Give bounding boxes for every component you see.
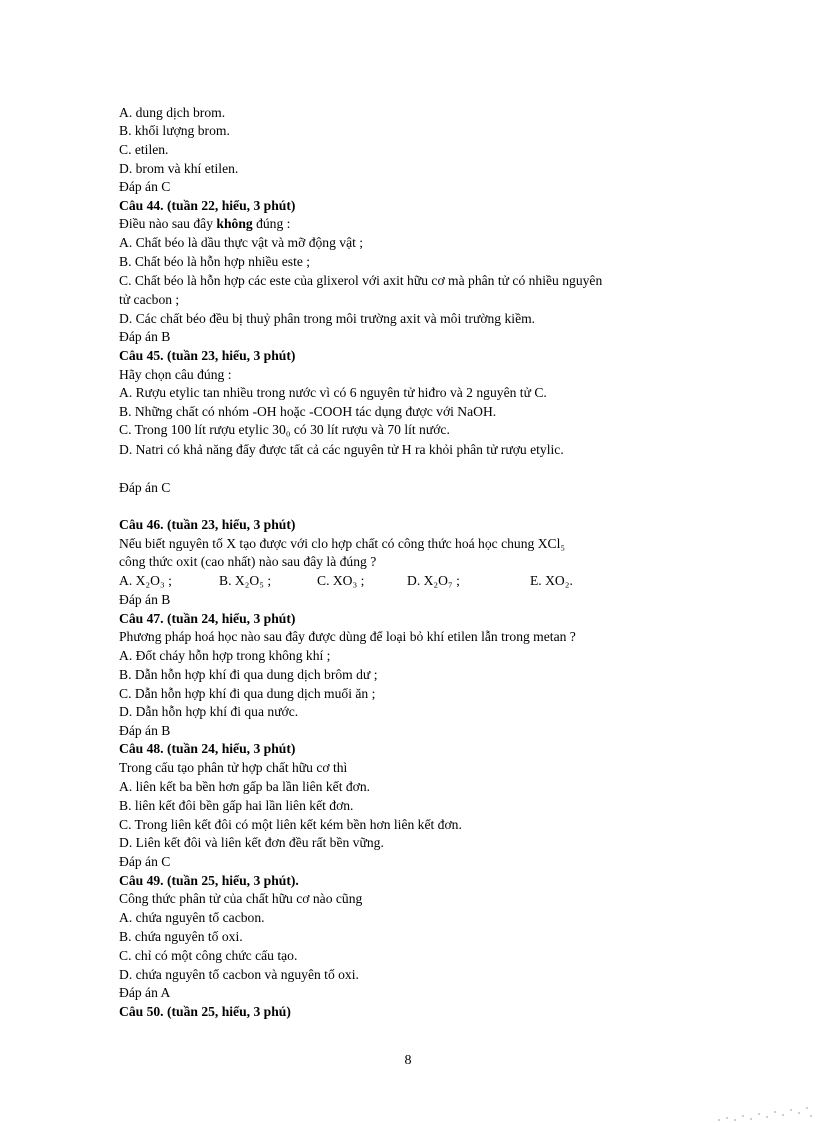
q47-option-c: C. Dẫn hỗn hợp khí đi qua dung dịch muối ăn ; [119,686,376,701]
scan-fringe-decoration [696,1093,816,1123]
q45-option-b: B. Những chất có nhóm -OH hoặc -COOH tác dụng được với NaOH. [119,404,497,419]
q49-stem: Công thức phân tử của chất hữu cơ nào cũng [119,891,363,906]
q48-answer: Đáp án C [119,854,171,869]
q49-option-a: A. chứa nguyên tố cacbon. [119,910,265,925]
q44-stem-before: Điều nào sau đây [119,216,217,231]
q46-option-c: C. XO₃ ; [317,573,365,588]
q47-option-d: D. Dẫn hỗn hợp khí đi qua nước. [119,704,299,719]
q43-option-a: A. dung dịch brom. [119,105,226,120]
q44-option-c-cont: tử cacbon ; [119,292,180,307]
q47-title: Câu 47. (tuần 24, hiểu, 3 phút) [119,611,296,626]
q45-option-a: A. Rượu etylic tan nhiều trong nước vì có 6 nguyên tử hiđro và 2 nguyên tử C. [119,385,547,400]
q46-stem-line2: công thức oxit (cao nhất) nào sau đây là đúng ? [119,554,377,569]
q48-option-b: B. liên kết đôi bền gấp hai lần liên kết đơn. [119,798,354,813]
q48-option-d: D. Liên kết đôi và liên kết đơn đều rất bền vững. [119,835,384,850]
q48-stem: Trong cấu tạo phân tử hợp chất hữu cơ thì [119,760,348,775]
q44-title: Câu 44. (tuần 22, hiểu, 3 phút) [119,198,296,213]
q46-option-d: D. X₂O₇ ; [407,573,460,588]
q47-answer: Đáp án B [119,723,171,738]
q48-option-a: A. liên kết ba bền hơn gấp ba lần liên kết đơn. [119,779,371,794]
q44-option-d: D. Các chất béo đều bị thuỷ phân trong môi trường axit và môi trường kiềm. [119,311,536,326]
q46-option-b: B. X₂O₅ ; [219,573,272,588]
q45-option-c: C. Trong 100 lít rượu etylic 30₀ có 30 lít rượu và 70 lít nước. [119,422,450,437]
q46-option-a: A. X₂O₃ ; [119,573,172,588]
q49-option-b: B. chứa nguyên tố oxi. [119,929,243,944]
q44-option-a: A. Chất béo là dầu thực vật và mỡ động vật ; [119,235,364,250]
q48-title: Câu 48. (tuần 24, hiểu, 3 phút) [119,741,296,756]
q46-answer: Đáp án B [119,592,171,607]
q48-option-c: C. Trong liên kết đôi có một liên kết kém bền hơn liên kết đơn. [119,817,462,832]
q43-option-b: B. khối lượng brom. [119,123,230,138]
q49-option-c: C. chỉ có một công chức cấu tạo. [119,948,298,963]
q46-stem-line1: Nếu biết nguyên tố X tạo được với clo hợp chất có công thức hoá học chung XCl₅ [119,536,566,551]
q49-answer: Đáp án A [119,985,171,1000]
q47-option-b: B. Dẫn hỗn hợp khí đi qua dung dịch brôm dư ; [119,667,378,682]
q45-stem: Hãy chọn câu đúng : [119,367,232,382]
q44-option-b: B. Chất béo là hỗn hợp nhiều este ; [119,254,311,269]
q45-option-d: D. Natri có khả năng đẩy được tất cả các nguyên tử H ra khỏi phân tử rượu etylic. [119,442,564,457]
q47-option-a: A. Đốt cháy hỗn hợp trong không khí ; [119,648,331,663]
q44-stem [119,215,290,233]
q44-stem-after: đúng : [252,216,291,231]
q46-options-row [119,572,573,590]
q49-option-d: D. chứa nguyên tố cacbon và nguyên tố oxi. [119,967,359,982]
q43-option-c: C. etilen. [119,142,169,157]
q50-title: Câu 50. (tuần 25, hiểu, 3 phú) [119,1004,291,1019]
q43-answer: Đáp án C [119,179,171,194]
q44-stem-bold: không [216,216,253,231]
q44-option-c: C. Chất béo là hỗn hợp các este của glixerol với axit hữu cơ mà phân tử có nhiều nguyên [119,273,603,288]
q44-answer: Đáp án B [119,329,171,344]
q46-option-e: E. XO₂. [530,573,573,588]
q45-answer: Đáp án C [119,480,171,495]
q43-option-d: D. brom và khí etilen. [119,161,239,176]
page-number: 8 [404,1053,412,1068]
q46-title: Câu 46. (tuần 23, hiểu, 3 phút) [119,517,296,532]
q49-title: Câu 49. (tuần 25, hiểu, 3 phút). [119,873,299,888]
q45-title: Câu 45. (tuần 23, hiểu, 3 phút) [119,348,296,363]
q47-stem: Phương pháp hoá học nào sau đây được dùng để loại bỏ khí etilen lẫn trong metan ? [119,629,576,644]
